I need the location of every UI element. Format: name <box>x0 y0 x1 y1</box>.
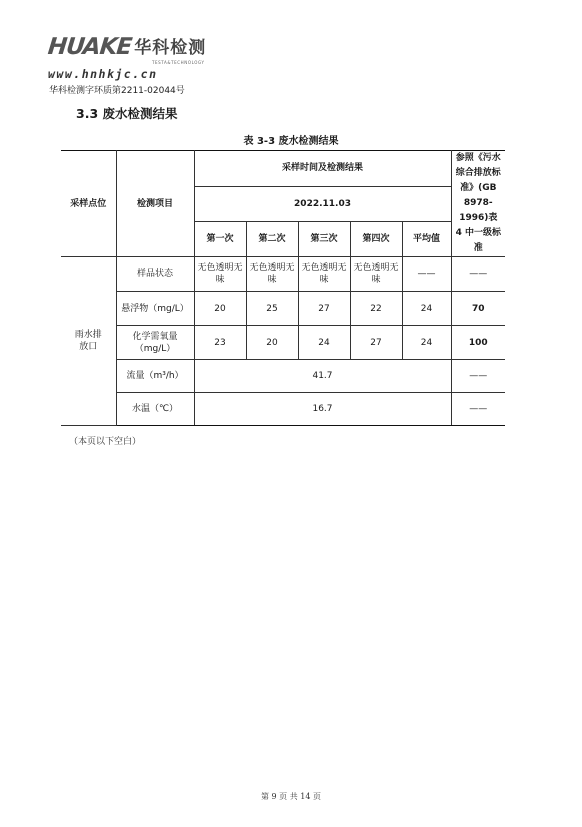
standard-cell: —— <box>451 257 505 292</box>
average-cell: 24 <box>402 292 451 326</box>
blank-below-note: （本页以下空白） <box>69 437 142 447</box>
item-cell: 化学需氧量（mg/L） <box>116 326 194 360</box>
item-cell: 样品状态 <box>116 257 194 292</box>
value-cell: 无色透明无味 <box>194 257 246 292</box>
header-col: 第三次 <box>298 222 350 257</box>
value-cell: 23 <box>194 326 246 360</box>
value-cell: 27 <box>298 292 350 326</box>
standard-cell: 70 <box>451 292 505 326</box>
logo-chinese-name: 华科检测 <box>134 38 207 58</box>
header-col: 第一次 <box>194 222 246 257</box>
merged-value-cell: 16.7 <box>194 393 451 426</box>
table-caption: 表 3-3 废水检测结果 <box>243 136 339 147</box>
merged-value-cell: 41.7 <box>194 360 451 393</box>
header-test-item: 检测项目 <box>116 151 194 257</box>
value-cell: 20 <box>194 292 246 326</box>
value-cell: 22 <box>350 292 402 326</box>
value-cell: 25 <box>246 292 298 326</box>
header-sampling-point: 采样点位 <box>61 151 116 257</box>
header-col: 平均值 <box>402 222 451 257</box>
standard-cell: —— <box>451 360 505 393</box>
header-time-result: 采样时间及检测结果 <box>194 151 451 187</box>
section-title: 3.3 废水检测结果 <box>76 106 178 121</box>
header-date: 2022.11.03 <box>194 186 451 222</box>
standard-cell: 100 <box>451 326 505 360</box>
value-cell: 无色透明无味 <box>246 257 298 292</box>
value-cell: 24 <box>298 326 350 360</box>
item-cell: 悬浮物（mg/L） <box>116 292 194 326</box>
report-number: 华科检测字环质第2211-02044号 <box>49 86 185 96</box>
company-logo <box>48 36 218 81</box>
value-cell: 20 <box>246 326 298 360</box>
logo-url: www.hnhkjc.cn <box>48 67 158 81</box>
value-cell: 27 <box>350 326 402 360</box>
item-cell: 流量（m³/h） <box>116 360 194 393</box>
logo-tagline: TESTA&TECHNOLOGY <box>152 60 205 65</box>
wastewater-results-table <box>61 150 505 426</box>
item-cell: 水温（℃） <box>116 393 194 426</box>
page-footer: 第 9 页 共 14 页 <box>261 792 321 801</box>
average-cell: 24 <box>402 326 451 360</box>
value-cell: 无色透明无味 <box>298 257 350 292</box>
header-col: 第二次 <box>246 222 298 257</box>
header-standard: 参照《污水综合排放标准》(GB 8978-1996)表 4 中一级标准 <box>451 151 505 257</box>
standard-cell: —— <box>451 393 505 426</box>
logo-brand: HUAKE <box>46 34 133 60</box>
header-col: 第四次 <box>350 222 402 257</box>
average-cell: —— <box>402 257 451 292</box>
sampling-point-cell: 雨水排放口 <box>61 257 116 426</box>
value-cell: 无色透明无味 <box>350 257 402 292</box>
